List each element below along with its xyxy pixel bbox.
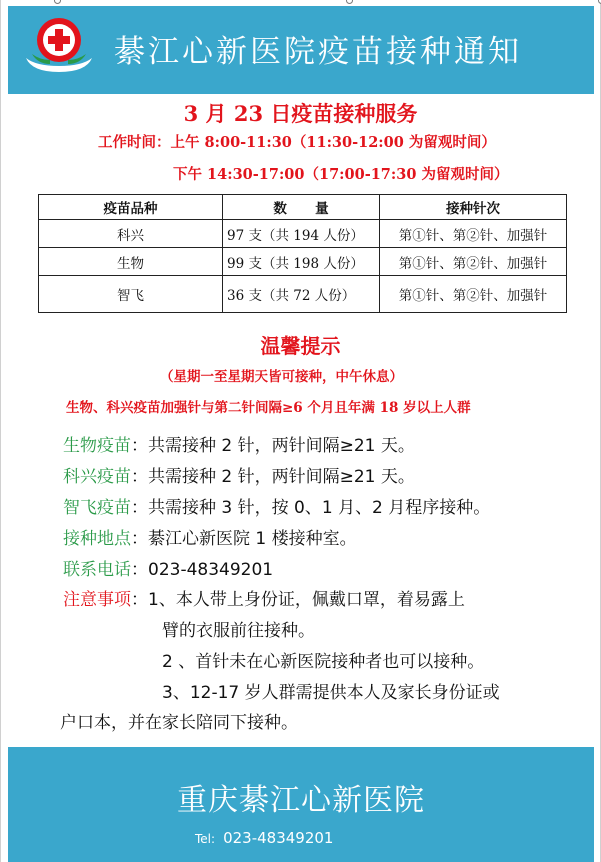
table-header: 疫苗品种 (39, 195, 223, 220)
table-cell: 科兴 (39, 220, 223, 248)
notes-item2: 2 、首针未在心新医院接种者也可以接种。 (162, 652, 485, 672)
table-row (39, 248, 567, 276)
info-label: 生物疫苗 (63, 436, 131, 456)
footer-banner (8, 747, 594, 862)
notes-label: 注意事项 (63, 590, 131, 610)
tips-schedule: （星期一至星期天皆可接种，中午休息） (160, 369, 403, 385)
info-line-location (63, 524, 357, 549)
info-label: 联系电话 (63, 560, 131, 580)
info-text: ：共需接种 2 针，两针间隔≥21 天。 (131, 467, 415, 487)
info-line-kexing (63, 462, 415, 487)
afternoon-hours: 下午 14:30-17:00（17:00-17:30 为留观时间） (173, 166, 509, 183)
notes-item3: 3、12-17 岁人群需提供本人及家长身份证或 (162, 683, 500, 703)
notes-item1 (63, 585, 465, 610)
footer-phone (195, 829, 333, 847)
morning-hours: 工作时间：上午 8:00-11:30（11:30-12:00 为留观时间） (98, 134, 496, 151)
table-header: 接种针次 (380, 195, 567, 220)
info-text: ：023-48349201 (131, 560, 274, 580)
footer-tel-label: Tel: (195, 832, 216, 846)
tips-title: 温馨提示 (260, 334, 341, 358)
table-cell: 第①针、第②针、加强针 (380, 248, 567, 276)
table-header: 数 量 (223, 195, 380, 220)
info-label: 科兴疫苗 (63, 467, 131, 487)
header-title: 綦江心新医院疫苗接种通知 (114, 34, 522, 70)
info-label: 接种地点 (63, 529, 131, 549)
table-cell: 生物 (39, 248, 223, 276)
hospital-cross-logo-icon (22, 14, 96, 74)
tips-booster-rule: 生物、科兴疫苗加强针与第二针间隔≥6 个月且年满 18 岁以上人群 (66, 400, 471, 416)
footer-hospital-name: 重庆綦江心新医院 (177, 783, 425, 818)
table-cell: 第①针、第②针、加强针 (380, 276, 567, 313)
footer-tel-number: 023-48349201 (223, 829, 334, 847)
table-row (39, 276, 567, 313)
info-text: ：共需接种 2 针，两针间隔≥21 天。 (131, 436, 415, 456)
notes-item3-cont: 户口本，并在家长陪同下接种。 (60, 713, 298, 733)
table-cell: 第①针、第②针、加强针 (380, 220, 567, 248)
vaccine-table (38, 194, 567, 313)
table-cell: 36 支（共 72 人份） (223, 276, 380, 313)
info-line-shengwu (63, 431, 415, 456)
header-banner (8, 6, 594, 94)
service-title: 3 月 23 日疫苗接种服务 (183, 101, 418, 126)
table-cell: 99 支（共 198 人份） (223, 248, 380, 276)
table-cell: 97 支（共 194 人份） (223, 220, 380, 248)
table-cell: 智飞 (39, 276, 223, 313)
info-text: ：綦江心新医院 1 楼接种室。 (131, 529, 357, 549)
notes-text: ：1、本人带上身份证，佩戴口罩，着易露上 (131, 590, 465, 610)
table-row (39, 220, 567, 248)
info-text: ：共需接种 3 针，按 0、1 月、2 月程序接种。 (131, 498, 491, 518)
table-header-row (39, 195, 567, 220)
info-label: 智飞疫苗 (63, 498, 131, 518)
info-line-zhifei (63, 493, 490, 518)
notes-item1-cont: 臂的衣服前往接种。 (162, 621, 315, 641)
info-line-phone (63, 555, 273, 580)
